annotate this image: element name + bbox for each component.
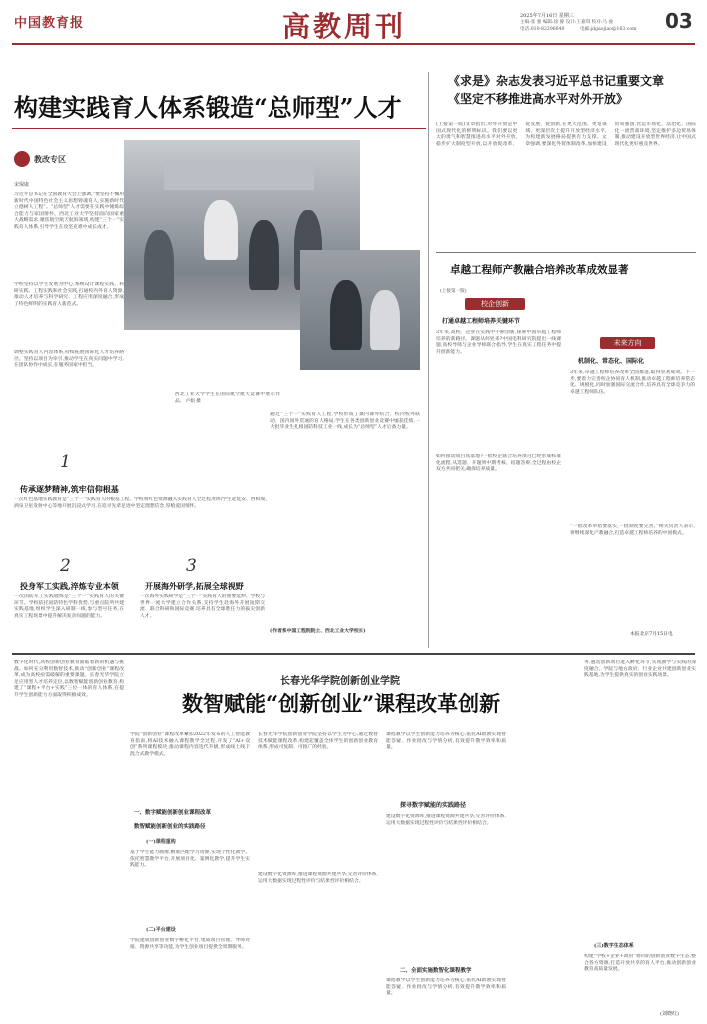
bottom-col1: 学院“创新创业”课程改革紧扣2022年发布的人工智能教育指南,将AI技术融入课程教学全过程,开发了“AI+双创”系列课程模块,推动课程内容迭代升级,形成线上线下混合式教学模式。 (130, 732, 250, 757)
contact-phone: 电话:010-82296649 (520, 27, 565, 32)
mid-right-subtitle1: 打通卓越工程师培养关键环节 (442, 318, 521, 325)
bottom-left-body: 数字化时代,高校创新创业教育面临着新的机遇与挑战。如何充分利用数智技术,推动“创新创业”课程改革,成为高校亟需破解的重要课题。长春光华学院立足应用型人才培养定位,以数智赋能创新创业教育,构建了“课程+平台+实践”三位一体的育人体系,在提升学生创新能力方面取得积极成效。 (14, 660, 124, 698)
mid-right-body1: 3年来,高校、企业在实践中不断创新,探索中国卓越工程师培养的新路径。课题从何处来?中国电科研究院提出一线课题,高校导师与企业导师联合指导,学生在真实工程任务中提升创新能力。 (436, 330, 561, 355)
mid-right-body2: 如何推动项目真落地?一批校企联合培养项目已经形成标准化流程,从选题、开题到中期考核、结题答辩,全过程由校企双方共同把关,确保培养质量。 (436, 454, 561, 473)
bottom-sub2a: (一)课程重构 (146, 839, 176, 845)
mid-right-subtitle2: 机制化、常态化、国际化 (578, 358, 645, 365)
bottom-subheading2: 数智赋能创新创业的实践路径 (134, 824, 206, 830)
mid-right-rule (436, 252, 696, 253)
news-body: (上接第一版)文章指出,对外开放是中国式现代化的鲜明标识。我们要以更大的勇气和智慧推进高水平对外开放,稳步扩大制度型开放,以开放促改革、促发展、促创新,在更大范围、更宽领域、更深层次上提升开放型经济水平,为构建新发展格局提供有力支撑。文章强调,要深化外贸体制改革,加快建设贸易强国,营造市场化、法治化、国际化一流营商环境,坚定维护多边贸易体制,推动建设开放型世界经济,让中国式现代化更好惠及世界。 (436, 122, 696, 147)
lead-side-text: 调整实践育人内容体系,持续拓展国际化人才培养路径。坚持以项目为牵引,推动学生在真实问题中学习,在团队协作中成长,在服务国家中担当。 (14, 350, 124, 369)
bottom-col2b: 建设数字化资源库,推进课程资源共建共享;完善评价体系,运用大数据实现过程性评价与结果性评价相结合。 (258, 872, 378, 884)
header-rule (12, 43, 695, 45)
bottom-page-note: (刘晓红) (660, 1011, 679, 1017)
news-headline-line2: 《坚定不移推进高水平对外开放》 (448, 92, 629, 106)
bottom-section-rule (12, 653, 695, 655)
bottom-col3b: 建设数字化资源库,推进课程资源共建共享;完善评价体系,运用大数据实现过程性评价与结果性评价相结合。 (386, 814, 506, 826)
column-name: 教改专区 (34, 154, 66, 164)
section1-number: 1 (60, 452, 71, 472)
bottom-col3: 课程教学以学生创新能力培养为核心,依托AI助教实现智能答疑、作业批改与学情分析,有效提升教学效率和质量。 (386, 732, 506, 751)
author-note: (作者系中国工程院院士、西北工业大学校长) (270, 628, 366, 634)
bottom-kicker: 长春光华学院创新创业学院 (280, 676, 400, 687)
section3-body: 一次海外实践研学是“三个一”实践育人的重要延伸。学校与世界一流大学建立合作关系,支持学生赴海外开展短期交流、联合科研和国际竞赛,培养具有全球胜任力的拔尖创新人才。 (140, 594, 265, 619)
photo-caption: 西北工业大学学生在国际航空航天竞赛中展示作品。 卢娟 摄 (175, 392, 280, 404)
mid-right-note: 本报北京7月15日电 (630, 632, 673, 637)
contact-email: 电邮:jdgaojiao@163.com (580, 27, 637, 32)
section-title: 高教周刊 (282, 10, 407, 43)
section1-body: 一次红色基地实践教育是“三个一”实践育人的根基工程。学校将红色资源融入实践育人全过程,组织学生赴延安、西柏坡、酒泉卫星发射中心等地开展沉浸式学习,在追寻先辈足迹中坚定理想信念,厚植爱国情怀。 (14, 497, 270, 509)
bottom-col2: 长春光华学院创新创业学院坚持以学生为中心,通过数智技术赋能课程改革,构建起覆盖全体学生的创新创业教育体系,形成可复制、可推广的经验。 (258, 732, 378, 751)
mid-right-headline: 卓越工程师产教融合培养改革成效显著 (450, 264, 629, 276)
section1-title: 传承逐梦精神,筑牢信仰根基 (20, 484, 119, 494)
lead-intro: 习近平总书记在全国教育大会上强调,“要坚持不懈用新时代中国特色社会主义思想铸魂育人,实施新时代立德树人工程”。“总师型”人才需要在实践中锤炼综合能力与家国情怀。西北工业大学坚持面向国家重大战略需求,聚焦航空航天航海领域,构建“三个一”实践育人体系,引导学生在攻坚克难中成长成才。 (14, 192, 124, 230)
bottom-col1c: 学院建成创新创业数字孵化平台,集成项目管理、导师对接、资源共享等功能,为学生创业项目提供全周期服务。 (130, 938, 250, 950)
bottom-sub2b: (二)平台建设 (146, 927, 176, 933)
mid-right-source: (上接第一版) (440, 289, 467, 294)
section2-body: 一次国防军工实践锻炼是“三个一”实践育人的关键环节。学校依托国防特色学科优势,与重点院所共建实践基地,组织学生深入研制一线,参与型号任务,在真实工程场景中提升解决复杂问题的能力。 (14, 594, 124, 619)
lead-intro-2: 学校坚持以学生发展为中心,系统设计课程实践、科研实践、工程实践和社会实践,打通校内外育人资源,推动人才培养与科学研究、工程应用深度融合,形成了特色鲜明的实践育人新范式。 (14, 282, 124, 307)
section3-number: 3 (186, 556, 197, 576)
lead-headline: 构建实践育人体系锻造“总师型”人才 (14, 93, 402, 122)
lead-rule (12, 128, 426, 129)
bottom-col1b: 基于学生能力画像,精准匹配学习资源,实现个性化教学。依托智慧教学平台,开展项目化、案例化教学,提升学生实践能力。 (130, 850, 250, 869)
tag-future-direction: 未来方向 (600, 337, 655, 349)
section3-title: 开展海外研学,拓展全球视野 (145, 581, 244, 591)
bottom-headline: 数智赋能“创新创业”课程改革创新 (182, 691, 501, 716)
page-number: 03 (665, 9, 693, 33)
column-badge (14, 151, 30, 167)
column-divider (428, 72, 429, 648)
bottom-subheading4: 二、全面实施数智化课程教学 (400, 968, 472, 974)
date-line: 2025年7月16日 星期三 (520, 13, 574, 19)
lead-closing: 通过“三个一”实践育人工程,学校形成了课内课外结合、校内校外联动、国内国外贯通的育人格局,学生在各类创新创业竞赛中屡获佳绩,一大批毕业生扎根国防科技工业一线,成长为“总师型”人才后备力量。 (270, 412, 420, 431)
masthead-logo: 中国教育报 (14, 16, 85, 31)
lead-photo-2 (300, 250, 420, 370)
bottom-col3c: 课程教学以学生创新能力培养为核心,依托AI助教实现智能答疑、作业批改与学情分析,有效提升教学效率和质量。 (386, 978, 506, 997)
bottom-subheading1: 一、数字赋能创新创业课程改革 (134, 810, 212, 816)
section2-number: 2 (60, 556, 71, 576)
tag-school-enterprise: 校企创新 (465, 298, 525, 310)
bottom-right-body2: 构建“学校+企业+政府”协同的创新创业数字生态,整合各方资源,打造开放共享的育人平台,推动创新创业教育高质量发展。 (584, 954, 696, 973)
author: 宋保康 (14, 182, 30, 188)
section2-title: 投身军工实践,淬炼专业本领 (20, 581, 119, 591)
mid-right-body4: “一批改革举措要落实,一批制度要完善。”相关负责人表示,将继续深化产教融合,打造卓越工程师培养的中国模式。 (570, 524, 695, 536)
mid-right-body3: 3年来,卓越工程师培养改革全面推进,取得显著成效。下一步,要着力完善校企协同育人机制,推动卓越工程师培养常态化、规模化,同时加强国际交流合作,培养具有全球竞争力的卓越工程师队伍。 (570, 370, 695, 395)
bottom-subheading3: 探寻数字赋能的实践路径 (400, 802, 467, 809)
news-headline-line1: 《求是》杂志发表习近平总书记重要文章 (448, 74, 665, 88)
bottom-right-body: 务,遴选创新项目进入孵化环节,实现教学与实践的深度融合。学院与地方政府、行业企业共建创新创业实践基地,为学生提供真实的创业实践场景。 (584, 660, 696, 679)
editors-line: 主编:张 强 编辑:徐 静 设计:王嘉琪 校对:马 骏 (520, 20, 614, 25)
bottom-right-sub: (三)数字生态体系 (594, 943, 634, 949)
